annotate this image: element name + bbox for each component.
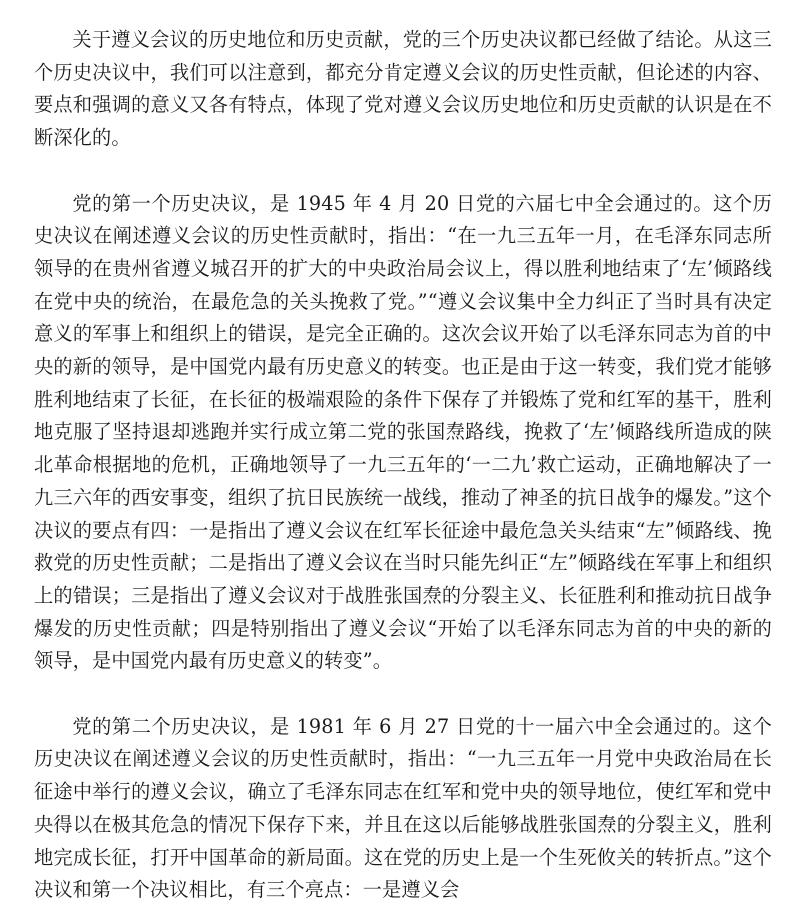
document-page	[34, 24, 772, 907]
paragraph-gap	[34, 678, 772, 711]
paragraph-intro: 关于遵义会议的历史地位和历史贡献，党的三个历史决议都已经做了结论。从这三个历史决议中，我们可以注意到，都充分肯定遵义会议的历史性贡献，但论述的内容、要点和强调的意义又各有特点，体现了党对遵义会议历史地位和历史贡献的认识是在不断深化的。	[34, 28, 772, 150]
paragraph-gap	[34, 155, 772, 188]
paragraph-second-resolution: 党的第二个历史决议，是 1981 年 6 月 27 日党的十一届六中全会通过的。这个历史决议在阐述遵义会议的历史性贡献时，指出：“一九三五年一月党中央政治局在长征途中举行的遵义会议，确立了毛泽东同志在红军和党中央的领导地位，使红军和党中央得以在极其危急的情况下保存下来，并且在这以后能够战胜张国焘的分裂主义，胜利地完成长征，打开中国革命的新局面。这在党的历史上是一个生死攸关的转折点。”这个决议和第一个决议相比，有三个亮点：一是遵义会	[34, 714, 772, 902]
paragraph-first-resolution: 党的第一个历史决议，是 1945 年 4 月 20 日党的六届七中全会通过的。这个历史决议在阐述遵义会议的历史性贡献时，指出：“在一九三五年一月，在毛泽东同志所领导的在贵州省遵义城召开的扩大的中央政治局会议上，得以胜利地结束了‘左’倾路线在党中央的统治，在最危急的关头挽救了党。”“遵义会议集中全力纠正了当时具有决定意义的军事上和组织上的错误，是完全正确的。这次会议开始了以毛泽东同志为首的中央的新的领导，是中国党内最有历史意义的转变。也正是由于这一转变，我们党才能够胜利地结束了长征，在长征的极端艰险的条件下保存了并锻炼了党和红军的基干，胜利地克服了坚持退却逃跑并实行成立第二党的张国焘路线，挽救了‘左’倾路线所造成的陕北革命根据地的危机，正确地领导了一九三五年的‘一二九’救亡运动，正确地解决了一九三六年的西安事变，组织了抗日民族统一战线，推动了神圣的抗日战争的爆发。”这个决议的要点有四：一是指出了遵义会议在红军长征途中最危急关头结束“左”倾路线、挽救党的历史性贡献；二是指出了遵义会议在当时只能先纠正“左”倾路线在军事上和组织上的错误；三是指出了遵义会议对于战胜张国焘的分裂主义、长征胜利和推动抗日战争爆发的历史性贡献；四是特别指出了遵义会议“开始了以毛泽东同志为首的中央的新的领导，是中国党内最有历史意义的转变”。	[34, 191, 772, 673]
